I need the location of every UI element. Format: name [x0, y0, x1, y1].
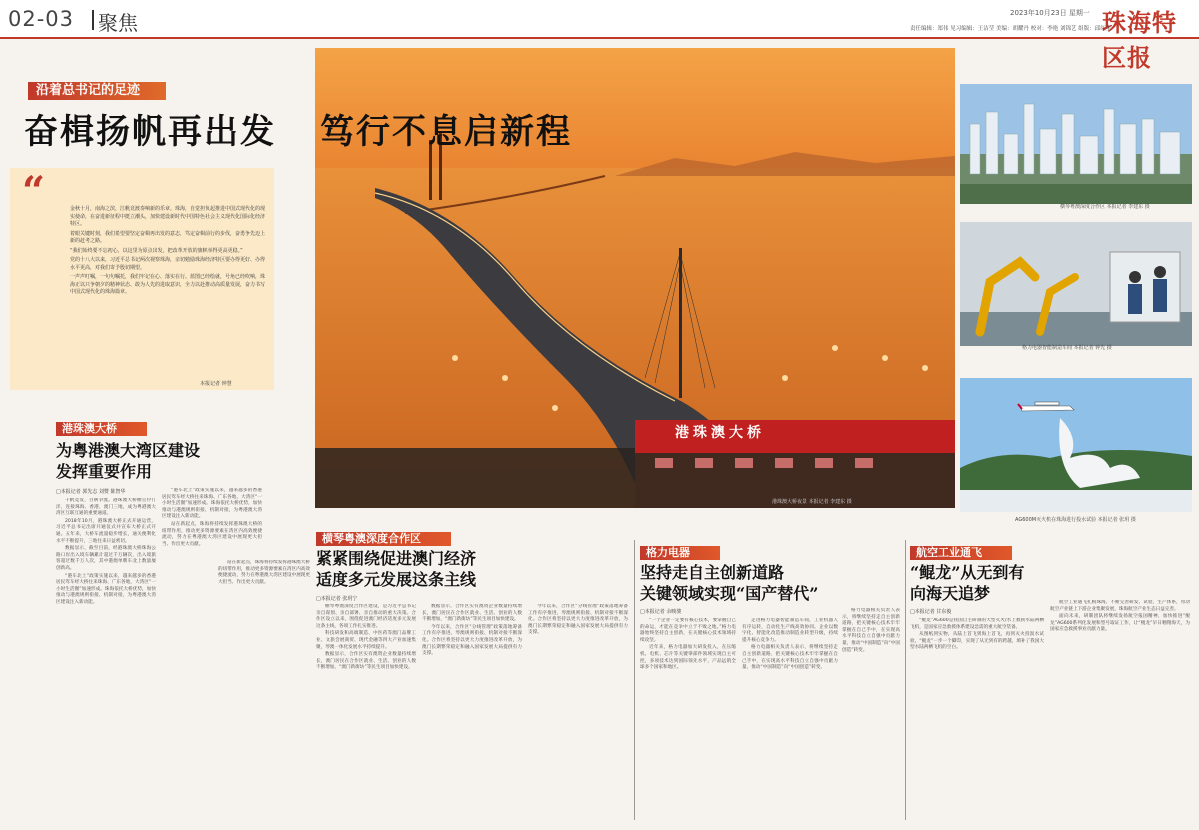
- article-headline-line2: 关键领域实现“国产替代”: [640, 584, 819, 603]
- body-paragraph: 数据显示，合作区实有澳资企业数量持续增长，澳门居民在合作区就业、生活、创业的人数不断增加，“澳门新街坊”等民生项目加快建设。: [316, 652, 416, 671]
- newspaper-logo: 珠海特区报: [1102, 8, 1177, 72]
- factory-illustration: [960, 222, 1192, 346]
- body-paragraph: 千帆竞发，百舸争流。港珠澳大桥横亘伶仃洋，连接珠海、香港、澳门三地，成为粤港澳大湾区互联互通的重要通道。: [56, 498, 156, 517]
- body-paragraph: 格力电器相关负责人表示，将继续坚持走自主创新道路，把关键核心技术牢牢掌握在自己手中，在实现高水平科技自立自强中贡献力量，推动“中国制造”向“中国创造”转变。: [842, 608, 900, 653]
- body-paragraph: 数据显示，合作区实有澳资企业数量持续增长，澳门居民在合作区就业、生活、创业的人数不断增加，“澳门新街坊”等民生项目加快建设。: [422, 604, 522, 623]
- body-paragraph: 横琴粤澳深度合作区建设，是习近平总书记亲自谋划、亲自部署、亲自推动的重大决策。合作区设立以来，围绕促进澳门经济适度多元发展这条主线，各项工作扎实推进。: [316, 604, 416, 629]
- body-paragraph: 今年以来，合作区“分线管理”政策落地筹备工作有序推进，琴澳规则衔接、机制对接不断深化。合作区将坚持以更大力度推进改革开放，为澳门长期繁荣稳定和融入国家发展大局提供有力支撑。: [528, 604, 628, 636]
- article-body-col3: [218, 560, 310, 820]
- article-byline: □本报记者 郭先志 刘赞 陈智华: [56, 489, 126, 495]
- quote-paragraph: 着眼关键时刻，我们希望要坚定奋楫再出发的意志，笃定奋楫前行的步伐，奋勇争先迈上新的赶考之路。: [70, 230, 266, 244]
- gree-factory-photo: [960, 222, 1192, 346]
- article-body-col2: [1050, 600, 1190, 820]
- editor-credits: 责任编辑：郑伟 见习编辑：王洁莹 美编：胡耀丹 校对：李艳 刘锦艺 组版：邱红生: [910, 26, 1112, 32]
- page-number: 02-03: [8, 7, 75, 31]
- photo-caption: AG600M灭火机在珠海进行投水试验 本报记者 张玥 摄: [1015, 517, 1136, 523]
- body-paragraph: 科技研发和高端制造、中医药等澳门品牌工业、文旅会展商贸、现代金融等四大产业加速集聚，琴澳一体化发展水平持续提升。: [316, 631, 416, 650]
- quote-signature: 本报记者 钟慧: [200, 381, 232, 387]
- photo-caption: 港珠澳大桥夜景 本报记者 李建东 摄: [772, 499, 852, 505]
- article-headline-line1: “鲲龙”从无到有: [910, 563, 1025, 582]
- column-divider: [905, 540, 906, 820]
- body-paragraph: “一个企业一定要有核心技术，要掌握自己的命运，才能在竞争中立于不败之地。”格力电器始终坚持自主创新，在关键核心技术领域持续攻坚。: [640, 618, 736, 643]
- skyline-illustration: [960, 84, 1192, 204]
- article-body: [640, 618, 736, 820]
- photo-caption: 横琴粤澳深度合作区 本报记者 李建东 摄: [1060, 204, 1150, 210]
- body-paragraph: “港车北上”政策实施以来，越来越多的香港居民驾车经大桥往来珠海、广东各地，大湾区“一小时生活圈”加速形成。珠海依托大桥优势，加快推动与港澳规则衔接、机制对接，为粤港澳大湾区建设注入新动能。: [162, 488, 262, 520]
- section-tag-hzmb: 港珠澳大桥: [56, 422, 147, 436]
- article-body-col3: [842, 608, 900, 820]
- body-paragraph: 站在新起点，珠海将持续发挥港珠澳大桥的纽带作用，推动更多资源要素在湾区内高效便捷流动，努力在粤港澳大湾区建设中展现更大担当、作出更大贡献。: [218, 560, 310, 585]
- section-title: 聚焦: [98, 11, 138, 35]
- article-headline-line1: 坚持走自主创新道路: [640, 563, 785, 582]
- body-paragraph: 面向未来，研制团队将继续发扬航空报国精神，加快推进“鲲龙”AG600系列化发展和型号取证工作，让“鲲龙”早日翱翔海天，为国家应急救援事业贡献力量。: [1050, 614, 1190, 633]
- header-rule: [0, 37, 1199, 39]
- column-divider: [634, 540, 635, 820]
- section-tag-gree: 格力电器: [640, 546, 720, 560]
- body-paragraph: 从图纸到实物，从陆上首飞到海上首飞，再到灭火投汲水试验，“鲲龙”一步一个脚印，实现了从无到有的跨越，填补了我国大型水陆两栖飞机的空白。: [910, 632, 1044, 651]
- body-paragraph: “鲲龙”AG600是我国自主研制的大型灭火/水上救援水陆两栖飞机，是国家应急救援体系建设急需的重大航空装备。: [910, 618, 1044, 630]
- article-body: [316, 604, 416, 820]
- bridge-sign: 港珠澳大桥: [675, 425, 765, 441]
- article-body-col2: [422, 604, 522, 820]
- body-paragraph: 今年以来，合作区“分线管理”政策落地筹备工作有序推进，琴澳规则衔接、机制对接不断深化。合作区将坚持以更大力度推进改革开放，为澳门长期繁荣稳定和融入国家发展大局提供有力支撑。: [422, 624, 522, 657]
- issue-date: 2023年10月23日 星期一: [1010, 9, 1090, 17]
- seaplane-illustration: [960, 378, 1192, 512]
- article-headline-line2: 向海天追梦: [910, 584, 991, 603]
- article-byline: □本报记者 甘东俊: [910, 609, 952, 615]
- seaplane-photo: [960, 378, 1192, 512]
- section-tag-avic: 航空工业通飞: [910, 546, 1012, 560]
- quote-text: [70, 206, 266, 299]
- body-paragraph: 数据显示，截至目前，经港珠澳大桥珠海公路口岸出入境车辆累计超过千万辆次，出入境旅客超过数千万人次，其中港澳单牌车北上数量屡创新高。: [56, 546, 156, 571]
- article-body: [56, 498, 156, 820]
- body-paragraph: 走进格力电器智能制造车间，工业机器人有序运转，自动化生产线高效协同。企业以数字化、智能化改造推动制造业转型升级，持续提升核心竞争力。: [742, 618, 838, 643]
- hengqin-skyline-photo: [960, 84, 1192, 204]
- body-paragraph: 2018年10月，港珠澳大桥正式开通运营，习近平总书记出席开通仪式并宣布大桥正式开通。五年来，大桥车流量稳步增长，通关便利化水平不断提升，三地往来日益密切。: [56, 518, 156, 544]
- article-headline-line2: 发挥重要作用: [56, 462, 153, 481]
- section-tag-hengqin: 横琴粤澳深度合作区: [316, 532, 451, 546]
- photo-caption: 格力电器智能制造车间 本报记者 钟先 摄: [1022, 345, 1112, 351]
- quote-paragraph: 党的十八大以来，习近平总书记两次视察珠海，亲切勉励珠海经济特区要办得更好、办得水平更高，对我们寄予殷切期望。: [70, 257, 266, 271]
- article-body-col3: [528, 604, 628, 820]
- article-byline: □本报记者 余映骏: [640, 609, 682, 615]
- article-headline-line1: 为粤港澳大湾区建设: [56, 441, 201, 460]
- article-body: [910, 618, 1044, 820]
- quote-paragraph: “我们始终要不忘初心，以这里为原点出发，把改革开放的旗帜举得更高更稳。”: [70, 247, 243, 254]
- body-paragraph: “港车北上”政策实施以来，越来越多的香港居民驾车经大桥往来珠海、广东各地，大湾区“一小时生活圈”加速形成。珠海依托大桥优势，加快推动与港澳规则衔接、机制对接，为粤港澳大湾区建设注入新动能。: [56, 573, 156, 605]
- lead-headline-part1: 奋楫扬帆再出发: [24, 112, 276, 152]
- article-body-col2: [742, 618, 838, 820]
- lead-kicker: 沿着总书记的足迹: [28, 82, 166, 100]
- header-divider: [92, 10, 94, 30]
- article-byline: □本报记者 张玥宁: [316, 596, 358, 602]
- body-paragraph: 航空工业通飞扎根珠海，不断完善研发、试验、生产体系，带动航空产业链上下游企业集聚发展，珠海航空产业生态日益完善。: [1050, 600, 1190, 612]
- quote-mark-icon: “: [22, 168, 46, 215]
- article-headline-line1: 紧紧围绕促进澳门经济: [316, 549, 477, 568]
- body-paragraph: 近年来，格力电器加大研发投入，在压缩机、电机、芯片等关键零部件领域实现自主可控，多项技术达到国际领先水平，产品远销全球多个国家和地区。: [640, 645, 736, 671]
- page-header: [0, 0, 1199, 38]
- body-paragraph: 格力电器相关负责人表示，将继续坚持走自主创新道路，把关键核心技术牢牢掌握在自己手中，在实现高水平科技自立自强中贡献力量，推动“中国制造”向“中国创造”转变。: [742, 645, 838, 671]
- article-headline-line2: 适度多元发展这条主线: [316, 570, 477, 589]
- lead-headline-part2: 笃行不息启新程: [320, 112, 572, 152]
- quote-paragraph: 一声声叮嘱，一句句嘱托，我们牢记在心、落实在行。蓝图已经绘就，号角已经吹响，珠海正以只争朝夕的精神状态、敢为人先的进取意识，全力以赴推动高质量发展，奋力书写中国式现代化的珠海篇章。: [70, 274, 266, 295]
- body-paragraph: 站在新起点，珠海将持续发挥港珠澳大桥的纽带作用，推动更多资源要素在湾区内高效便捷流动，努力在粤港澳大湾区建设中展现更大担当、作出更大贡献。: [162, 521, 262, 547]
- quote-paragraph: 金秋十月，南海之滨，江帆竞渡奏响新的乐章。珠海，自觉担负起推进中国式现代化的现实使命，在奋进新征程中挺立潮头，加快建设新时代中国特色社会主义现代化国际化经济特区。: [70, 206, 266, 227]
